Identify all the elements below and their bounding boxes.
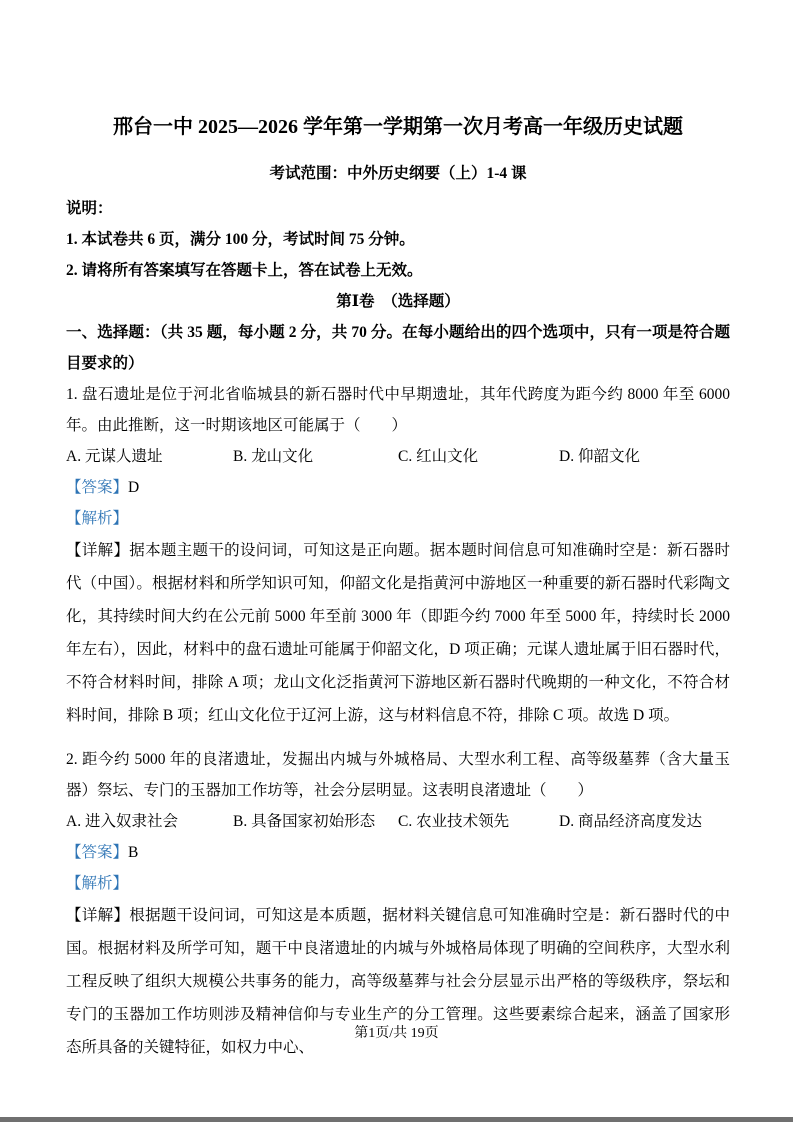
question-1-analysis-line xyxy=(66,503,730,534)
question-2-option-b: B. 具备国家初始形态 xyxy=(233,813,376,830)
question-2-stem: 2. 距今约 5000 年的良渚遗址，发掘出内城与外城格局、大型水利工程、高等级墓葬（含大量玉器）祭坛、专门的玉器加工作坊等，社会分层明显。这表明良渚遗址（ ） xyxy=(66,751,730,799)
section-heading: 第Ⅰ卷 （选择题） xyxy=(336,293,460,310)
question-1-option-a: A. 元谋人遗址 xyxy=(66,448,163,465)
question-2-answer-line xyxy=(66,837,730,868)
page-content xyxy=(66,0,730,1064)
question-2-option-d: D. 商品经济高度发达 xyxy=(559,813,702,830)
analysis-label: 【解析】 xyxy=(66,875,129,892)
notes-block xyxy=(66,193,730,379)
question-block-2 xyxy=(66,744,730,1064)
analysis-label: 【解析】 xyxy=(66,510,129,527)
note-line-2: 2. 请将所有答案填写在答题卡上，答在试卷上无效。 xyxy=(66,262,423,279)
answer-label: 【答案】 xyxy=(66,479,129,496)
page-bottom-edge xyxy=(0,1117,793,1122)
question-2-option-a: A. 进入奴隶社会 xyxy=(66,813,178,830)
question-1-options xyxy=(66,441,730,472)
question-2-detail: 【详解】根据题干设问词，可知这是本质题，据材料关键信息可知准确时空是：新石器时代的中国。根据材料及所学可知，题干中良渚遗址的内城与外城格局体现了明确的空间秩序，大型水利工程反映了组织大规模公共事务的能力，高等级墓葬与社会分层显示出严格的等级秩序，祭坛和专门的玉器加工作坊则涉及精神信仰与专业生产的分工管理。这些要素综合起来，涵盖了国家形态所具备的关键特征，如权力中心、 xyxy=(66,907,730,1056)
notes-heading: 说明： xyxy=(66,200,113,217)
answer-label: 【答案】 xyxy=(66,844,129,861)
question-2-answer-value: B xyxy=(128,844,139,861)
question-block-1 xyxy=(66,379,730,732)
page-title: 邢台一中 2025—2026 学年第一学期第一次月考高一年级历史试题 xyxy=(113,116,683,138)
question-1-answer-line xyxy=(66,472,730,503)
question-2-analysis-line xyxy=(66,868,730,899)
note-line-1: 1. 本试卷共 6 页，满分 100 分，考试时间 75 分钟。 xyxy=(66,231,415,248)
question-1-option-d: D. 仰韶文化 xyxy=(559,448,640,465)
question-1-answer-value: D xyxy=(128,479,140,496)
question-1-detail: 【详解】据本题主题干的设问词，可知这是正向题。据本题时间信息可知准确时空是：新石器时代（中国）。根据材料和所学知识可知，仰韶文化是指黄河中游地区一种重要的新石器时代彩陶文化，其持续时间大约在公元前 5000 年至前 3000 年（即距今约 7000 年至 5000 年，持续时长 2000 年左右），因此，材料中的盘石遗址可能属于仰韶文化，D 项正确；元谋人遗址属于旧石器时代，不符合材料时间，排除 A 项；龙山文化泛指黄河下游地区新石器时代晚期的一种文化，不符合材料时间，排除 B 项；红山文化位于辽河上游，这与材料信息不符，排除 C 项。故选 D 项。 xyxy=(66,542,730,724)
question-1-option-c: C. 红山文化 xyxy=(398,448,479,465)
exam-scope: 考试范围：中外历史纲要（上）1-4 课 xyxy=(269,165,527,182)
question-1-stem: 1. 盘石遗址是位于河北省临城县的新石器时代中早期遗址，其年代跨度为距今约 8000 年至 6000 年。由此推断，这一时期该地区可能属于（ ） xyxy=(66,386,730,434)
page-number: 第1页/共 19页 xyxy=(354,1026,439,1041)
question-2-option-c: C. 农业技术领先 xyxy=(398,813,510,830)
question-1-option-b: B. 龙山文化 xyxy=(233,448,314,465)
section-instruction: 一、选择题：（共 35 题，每小题 2 分，共 70 分。在每小题给出的四个选项中，只有一项是符合题目要求的） xyxy=(66,324,730,372)
question-2-options xyxy=(66,806,730,837)
